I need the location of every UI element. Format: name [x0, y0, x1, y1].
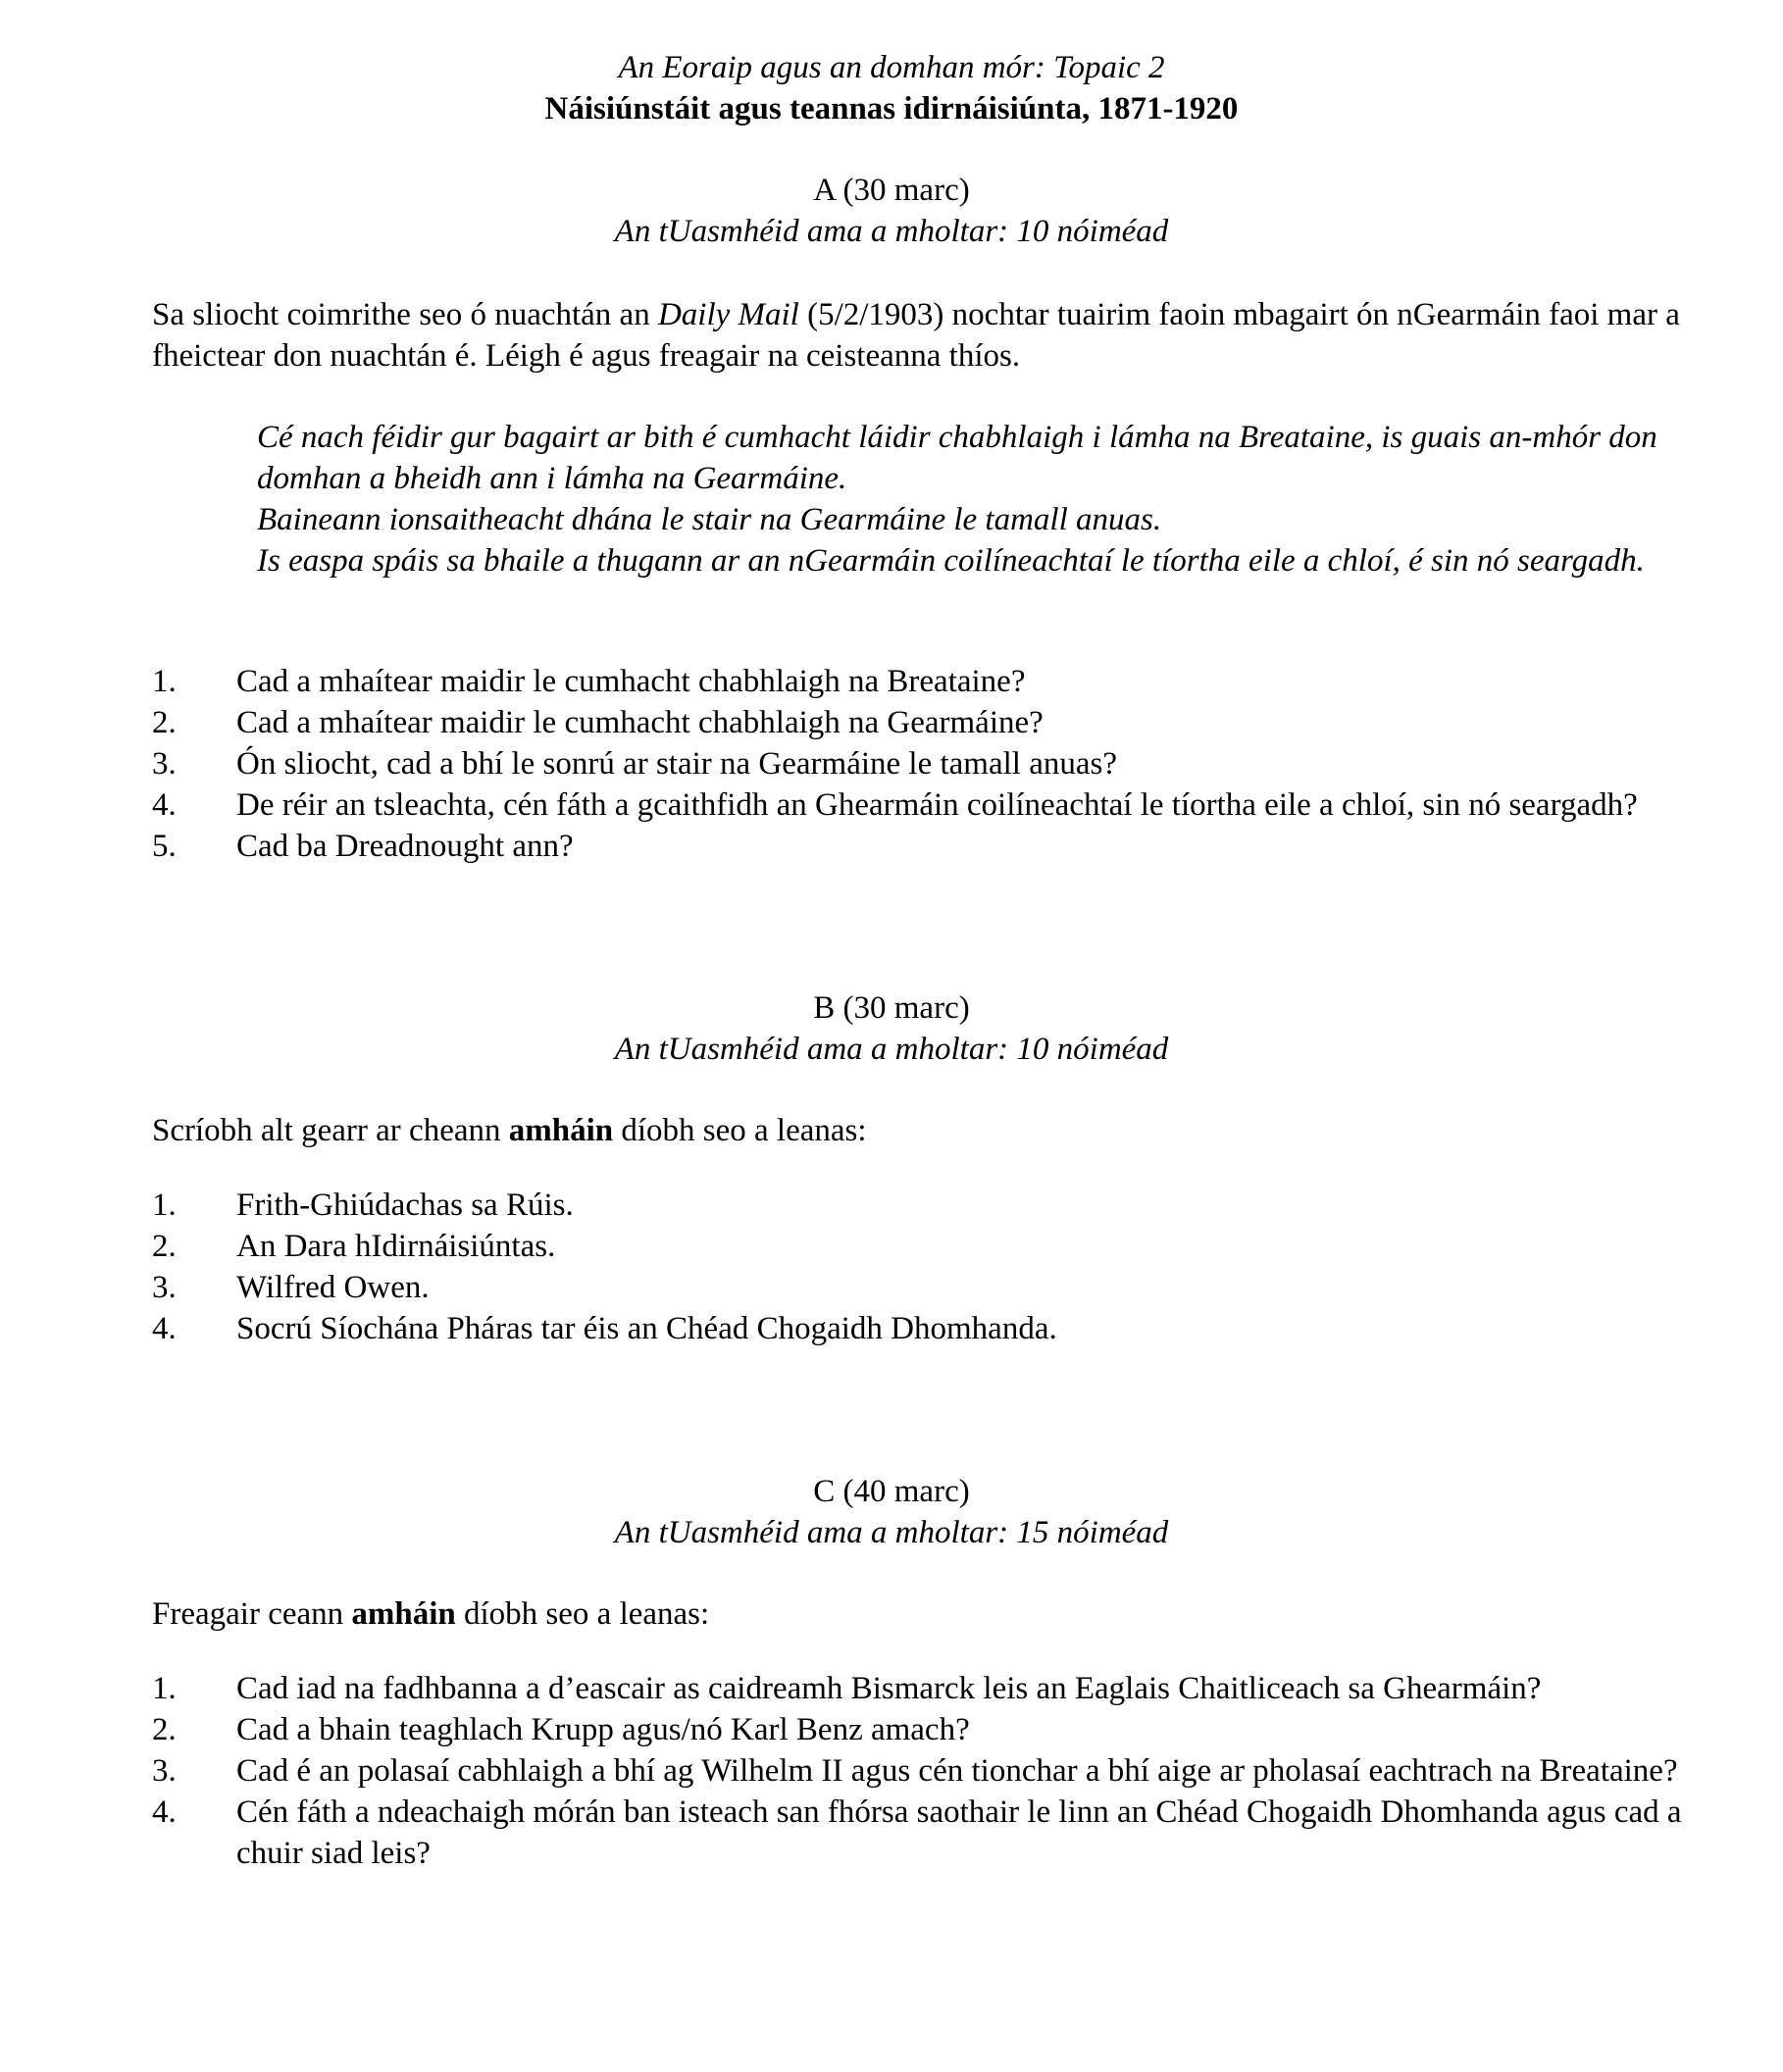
question-number: 3.	[152, 1753, 177, 1789]
section-b-time: An tUasmhéid ama a mholtar: 10 nóiméad	[614, 1032, 1169, 1067]
section-a-time: An tUasmhéid ama a mholtar: 10 nóiméad	[614, 214, 1169, 249]
extract-line: Cé nach féidir gur bagairt ar bith é cumhacht láidir chabhlaigh i lámha na Breataine, is guais an-mhór don domhan a bheidh ann i lámha na Gearmáine.	[257, 420, 1657, 496]
section-b-topics	[152, 1185, 1682, 1349]
question-number: 4.	[152, 787, 177, 823]
question-number: 4.	[152, 1794, 177, 1830]
source-extract	[257, 417, 1679, 581]
intro-text-start: Scríobh alt gearr ar cheann	[152, 1113, 509, 1148]
item-text: Socrú Síochána Pháras tar éis an Chéad Chogaidh Dhomhanda.	[236, 1311, 1057, 1346]
list-item	[152, 1185, 1682, 1226]
item-text: Wilfred Owen.	[236, 1270, 430, 1305]
topic-line: An Eoraip agus an domhan mór: Topaic 2	[618, 50, 1165, 85]
section-b-intro	[152, 1110, 1682, 1151]
question-text: Cad iad na fadhbanna a d’eascair as caidreamh Bismarck leis an Eaglais Chaitliceach sa Ghearmáin?	[236, 1671, 1542, 1706]
question-text: Cad é an polasaí cabhlaigh a bhí ag Wilhelm II agus cén tionchar a bhí aige ar pholasaí eachtrach na Breataine?	[236, 1753, 1678, 1789]
page-title: Náisiúnstáit agus teannas idirnáisiúnta, 1871-1920	[544, 91, 1239, 126]
emphasis-word: amháin	[508, 1113, 614, 1148]
item-number: 4.	[152, 1311, 177, 1346]
question-text: Cén fáth a ndeachaigh mórán ban isteach san fhórsa saothair le linn an Chéad Chogaidh Dhomhanda agus cad a chuir siad leis?	[236, 1794, 1682, 1871]
section-c-time: An tUasmhéid ama a mholtar: 15 nóiméad	[614, 1515, 1169, 1550]
question-number: 5.	[152, 829, 177, 864]
intro-text-end: (5/2/1903) nochtar tuairim faoin mbagairt ón nGearmáin faoi mar a fheictear don nuachtán é. Léigh é agus freagair na ceisteanna thíos.	[152, 297, 1680, 374]
section-c-heading: C (40 marc)	[813, 1474, 970, 1509]
emphasis-word: amháin	[351, 1596, 456, 1632]
question-text: De réir an tsleachta, cén fáth a gcaithfidh an Ghearmáin coilíneachtaí le tíortha eile a chloí, sin nó seargadh?	[236, 787, 1638, 823]
question-number: 2.	[152, 1712, 177, 1747]
intro-text-start: Sa sliocht coimrithe seo ó nuachtán an	[152, 297, 658, 332]
intro-text-start: Freagair ceann	[152, 1596, 352, 1632]
intro-text-end: díobh seo a leanas:	[455, 1596, 710, 1632]
section-a-intro	[152, 294, 1682, 377]
item-number: 1.	[152, 1188, 177, 1223]
intro-text-end: díobh seo a leanas:	[613, 1113, 867, 1148]
question-item	[152, 702, 1682, 743]
extract-line: Is easpa spáis sa bhaile a thugann ar an nGearmáin coilíneachtaí le tíortha eile a chloí, é sin nó seargadh.	[257, 543, 1645, 579]
list-item	[152, 1226, 1682, 1267]
item-number: 3.	[152, 1270, 177, 1305]
section-b-heading: B (30 marc)	[813, 990, 970, 1026]
question-text: Ón sliocht, cad a bhí le sonrú ar stair na Gearmáine le tamall anuas?	[236, 746, 1117, 782]
item-number: 2.	[152, 1229, 177, 1264]
section-c-questions	[152, 1668, 1682, 1874]
question-text: Cad a mhaítear maidir le cumhacht chabhlaigh na Gearmáine?	[236, 705, 1044, 740]
question-item	[152, 826, 1682, 867]
question-item	[152, 1709, 1682, 1750]
question-item	[152, 1792, 1682, 1874]
question-item	[152, 743, 1682, 784]
section-a-heading: A (30 marc)	[813, 173, 970, 208]
question-number: 2.	[152, 705, 177, 740]
question-number: 3.	[152, 746, 177, 782]
section-a-questions	[152, 661, 1682, 867]
list-item	[152, 1308, 1682, 1349]
question-number: 1.	[152, 664, 177, 699]
question-item	[152, 784, 1682, 826]
question-text: Cad a mhaítear maidir le cumhacht chabhlaigh na Breataine?	[236, 664, 1026, 699]
question-item	[152, 661, 1682, 702]
question-item	[152, 1750, 1682, 1792]
extract-line: Baineann ionsaitheacht dhána le stair na Gearmáine le tamall anuas.	[257, 502, 1162, 537]
question-number: 1.	[152, 1671, 177, 1706]
item-text: Frith-Ghiúdachas sa Rúis.	[236, 1188, 574, 1223]
question-item	[152, 1668, 1682, 1709]
list-item	[152, 1267, 1682, 1308]
question-text: Cad a bhain teaghlach Krupp agus/nó Karl Benz amach?	[236, 1712, 970, 1747]
section-c-intro	[152, 1593, 1682, 1635]
source-name: Daily Mail	[657, 297, 799, 332]
item-text: An Dara hIdirnáisiúntas.	[236, 1229, 556, 1264]
question-text: Cad ba Dreadnought ann?	[236, 829, 574, 864]
